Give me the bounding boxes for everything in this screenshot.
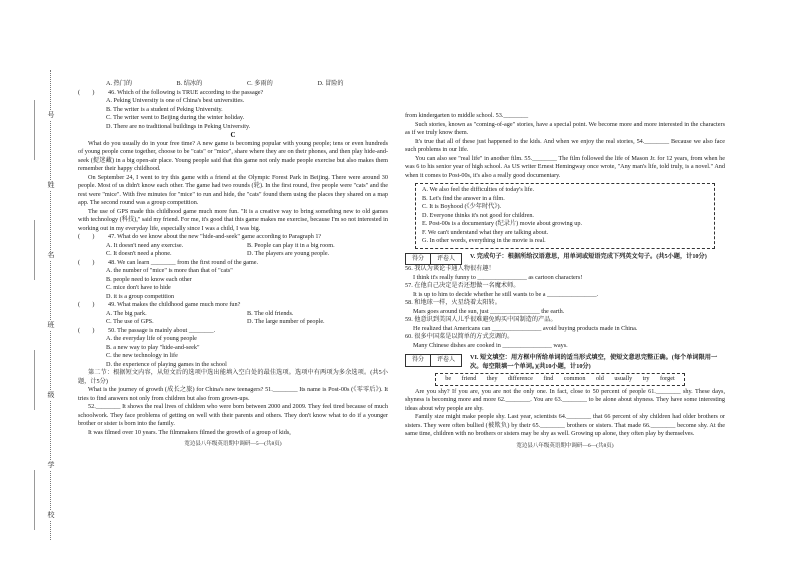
sentence-english: I think it's really funny to ________________ as cartoon characters! xyxy=(413,273,583,281)
option: C. the new technology in life xyxy=(106,352,178,359)
word: usually xyxy=(614,375,633,382)
options-row xyxy=(78,250,388,259)
section-heading: C xyxy=(230,131,236,139)
word-bank xyxy=(435,373,685,386)
option: D. Everyone thinks it's not good for children. xyxy=(422,211,534,219)
option: C. mice don't have to hide xyxy=(106,284,171,291)
grader-label: 评卷人 xyxy=(437,255,456,262)
option: D. The large number of people. xyxy=(247,318,325,325)
question-49 xyxy=(78,301,388,310)
option: G. In other words, everything in the movie is real. xyxy=(422,237,546,244)
sentence-chinese: 58. 和地球一样，火星绕着太阳转。 xyxy=(405,299,501,306)
binding-label: 级 xyxy=(47,391,55,399)
option: B. 结冰的 xyxy=(176,80,203,87)
answer-paren: ( ) xyxy=(78,88,95,96)
option: D. 冒险的 xyxy=(317,80,344,87)
passage-paragraph: from kindergarten to middle school. 53.________ xyxy=(405,112,529,119)
question-stem: 47. What do we know about the new "hide-and-seek" game according to Paragraph 1? xyxy=(108,233,322,240)
passage-paragraph: What do you usually do in your free time? A new game is becoming popular with young people; tens or even hundreds of young people come together, choose to be "cats" or "mice", share where they are on their phones, and then play hide-and-seek (捉迷藏) in a big open-air place. Young people said that this game not only made people exercise but also makes them remember their happy childhood. xyxy=(78,139,388,172)
word: forget xyxy=(660,375,675,382)
question-46 xyxy=(78,89,388,98)
option: A. It doesn't need any exercise. xyxy=(106,241,184,249)
option: D. the experience of playing games in the school xyxy=(106,360,227,368)
passage-paragraph: It was filmed over 10 years. The filmmakers filmed the growth of a group of kids, xyxy=(88,428,291,436)
option: B. The old friends. xyxy=(247,309,294,317)
binding-label: 姓 xyxy=(47,181,55,189)
binding-label: 号 xyxy=(47,111,55,119)
binding-label: 班 xyxy=(47,321,55,329)
score-box xyxy=(405,354,462,367)
option: A. 热门的 xyxy=(106,80,133,87)
options-box xyxy=(415,183,715,249)
sentence-chinese: 60. 很多中国菜是以简单的方式烹调的。 xyxy=(405,333,514,340)
options-row xyxy=(78,242,388,251)
binding-line xyxy=(34,100,36,160)
word: common xyxy=(563,375,586,382)
answer-paren: ( ) xyxy=(78,326,95,334)
page-footer: 宽边县八年级英语期中调研—5—(共8页) xyxy=(184,441,282,447)
section-title: VI. 短文填空：用方框中所给单词的适当形式填空，使短文意思完整正确。(每个单词限用一次。每空限填一个单词。)(共10小题，计10分) xyxy=(470,354,718,370)
passage-paragraph: The use of GPS made this childhood game much more fun. "It is a creative way to bring something new to old games with technology (科技)," said my friend. For me, it's good that this game makes me exercise, because I'm so not interested in working out in my everyday life, especially since I was a child, I was big. xyxy=(78,207,388,232)
binding-line xyxy=(34,470,36,530)
option: D. There are no traditional buildings in Peking University. xyxy=(106,122,251,130)
option: B. people need to know each other xyxy=(106,275,192,283)
page-right xyxy=(405,112,725,450)
word: find xyxy=(543,375,554,382)
sentence-chinese: 59. 他意识到美国人儿乎很难避免购买中国制造的产品。 xyxy=(405,316,557,323)
word: difference xyxy=(507,375,533,382)
score-label: 得分 xyxy=(406,254,431,265)
option: B. Let's find the answer in a film. xyxy=(422,194,505,202)
sentence-chinese: 56. 我认为谈论卡通人物很有趣！ xyxy=(405,265,495,272)
binding-line xyxy=(34,350,36,410)
sentence-chinese: 57. 在他自己决定是否还想做一名魔术师。 xyxy=(405,282,520,289)
passage-paragraph: On September 24, I went to try this game with a friend at the Olympic Forest Park in Beijing. There were around 30 people. Most of us didn't know each other. The game had two rounds (轮). In the first round, five people were "cats" and the rest were "mice". With five minutes for "mice" to run and hide, the "cats" found them using the places they shared on a map app. The second round was a group competition. xyxy=(78,173,388,206)
passage-paragraph: 52.________ It shows the real lives of children who were born between 2000 and 2009. They feel tired because of much schoolwork. They face problems of getting on well with their parents and others. They don't know what to do if a younger brother or sister is born into the family. xyxy=(78,403,388,427)
sentence-item xyxy=(405,299,725,316)
option: B. a new way to play "hide-and-seek" xyxy=(106,343,200,351)
question-47 xyxy=(78,233,388,242)
passage-paragraph: Are you shy? If you are, you are not the only one. In fact, close to 50 percent of people 61.________ shy. These days, shyness is becoming more and more 62.________. You are 63.________ to be alone about shyness. They have some interesting ideas about why people are shy. xyxy=(405,387,725,412)
binding-label: 校 xyxy=(47,511,55,519)
question-stem: 48. We can learn ________ from the first round of the game. xyxy=(108,258,259,266)
option: C. The use of GPS. xyxy=(106,318,154,325)
passage-paragraph: It's true that all of these just happened to the kids. And when we enjoy the real stories, 54.________ Because we also face such problems in our life. xyxy=(405,137,725,153)
option: A. The big park. xyxy=(106,309,147,317)
binding-margin xyxy=(22,70,62,540)
option: A. Peking University is one of China's best universities. xyxy=(106,97,245,104)
passage-paragraph: You can also see "real life" in another film. 55.________ The film followed the life of Mason Jr. for 12 years, from when he was 6 to his senior year of high school. As US writer Ernest Hemingway once wrote, "Any man's life, told truly, is a novel." And when it comes to Post-00s, it's also a really good documentary. xyxy=(405,154,725,179)
option: A. the everyday life of young people xyxy=(106,335,197,342)
sentence-english: He realized that Americans can ________________ avoid buying products made in China. xyxy=(413,324,638,332)
option: B. People can play it in a big room. xyxy=(247,241,335,249)
options-row xyxy=(78,318,388,327)
sentence-item xyxy=(405,265,725,282)
option: F. We can't understand what they are talking about. xyxy=(422,228,549,236)
option: C. The writer went to Beijing during the winter holiday. xyxy=(106,114,245,121)
option: E. Post-00s is a documentary (纪录片) movie about growing up. xyxy=(422,220,582,227)
sentence-english: Mars goes around the sun, just ________________ the earth. xyxy=(413,307,565,315)
sentence-item xyxy=(405,282,725,299)
option: C. 多雨的 xyxy=(247,80,273,87)
passage-paragraph: What is the journey of growth (成长之旅) for China's new teenagers? 51.________ Its name is Post-00s (《零零后》). It tries to find answers not only from children but also from grown-ups. xyxy=(78,386,388,402)
question-stem: 50. The passage is mainly about ________. xyxy=(108,326,216,334)
passage-paragraph: Family size might make people shy. Last year, scientists 64.________ that 66 percent of shy children had older brothers or sisters. They were often bullied (被欺负) by their 65.________ brothers or sisters. That made 66.________ become shy. At the same time, children with no brothers or sisters may be shy as well. Growing up alone, they often play by themselves. xyxy=(405,413,725,437)
score-box xyxy=(405,253,462,266)
options-row xyxy=(78,310,388,319)
option: C. It is Boyhood (《少年时代》). xyxy=(422,203,502,210)
option: B. The writer is a student of Peking University. xyxy=(106,105,223,113)
word: try xyxy=(642,375,650,382)
question-stem: 46. Which of the following is TRUE according to the passage? xyxy=(108,88,264,96)
question-stem: 49. What makes the childhood game much more fun? xyxy=(108,301,241,308)
word: old xyxy=(595,375,604,382)
binding-label: 学 xyxy=(47,461,55,469)
word: they xyxy=(486,375,498,382)
sentence-item xyxy=(405,316,725,333)
answer-paren: ( ) xyxy=(78,258,95,266)
sentence-item xyxy=(405,333,725,350)
answer-paren: ( ) xyxy=(78,301,95,308)
word: friend xyxy=(461,375,477,382)
page-footer: 宽边县八年级英语期中调研—6—(共8页) xyxy=(516,442,614,449)
q45-options xyxy=(78,80,388,89)
option: D. it is a group competition xyxy=(106,292,175,300)
section-6-header xyxy=(405,354,725,371)
word: be xyxy=(445,375,452,382)
part-instruction: 第二节：根据短文内容，从短文后的选项中选出能填入空白处的最佳选项。选项中有两项为多余选项。(共5小题，计5分) xyxy=(78,369,388,385)
page-left xyxy=(78,80,388,449)
option: A. We also feel the difficulties of today's life. xyxy=(422,186,535,193)
score-label: 得分 xyxy=(406,355,431,366)
sentence-english: Many Chinese dishes are cooked in ________________ ways. xyxy=(413,341,568,349)
section-5-header xyxy=(405,253,725,266)
grader-label: 评卷人 xyxy=(437,357,456,363)
sentence-english: It is up to him to decide whether he still wants to be a ________________. xyxy=(413,290,599,298)
option: A. the number of "mice" is more than that of "cats" xyxy=(106,267,233,274)
section-title: V. 完成句子：根据所给汉语意思，用单词或短语完成下列英文句子。(共5小题，计10分) xyxy=(470,252,707,260)
question-48 xyxy=(78,259,388,268)
answer-paren: ( ) xyxy=(78,233,95,240)
binding-label: 名 xyxy=(47,251,55,259)
question-50 xyxy=(78,327,388,336)
option: D. The players are young people. xyxy=(247,250,330,257)
binding-line xyxy=(34,220,36,280)
option: C. It doesn't need a phone. xyxy=(106,250,172,257)
passage-paragraph: Such stories, known as "coming-of-age" stories, have a special point. We become more and more interested in the characters as if we truly know them. xyxy=(405,120,725,136)
